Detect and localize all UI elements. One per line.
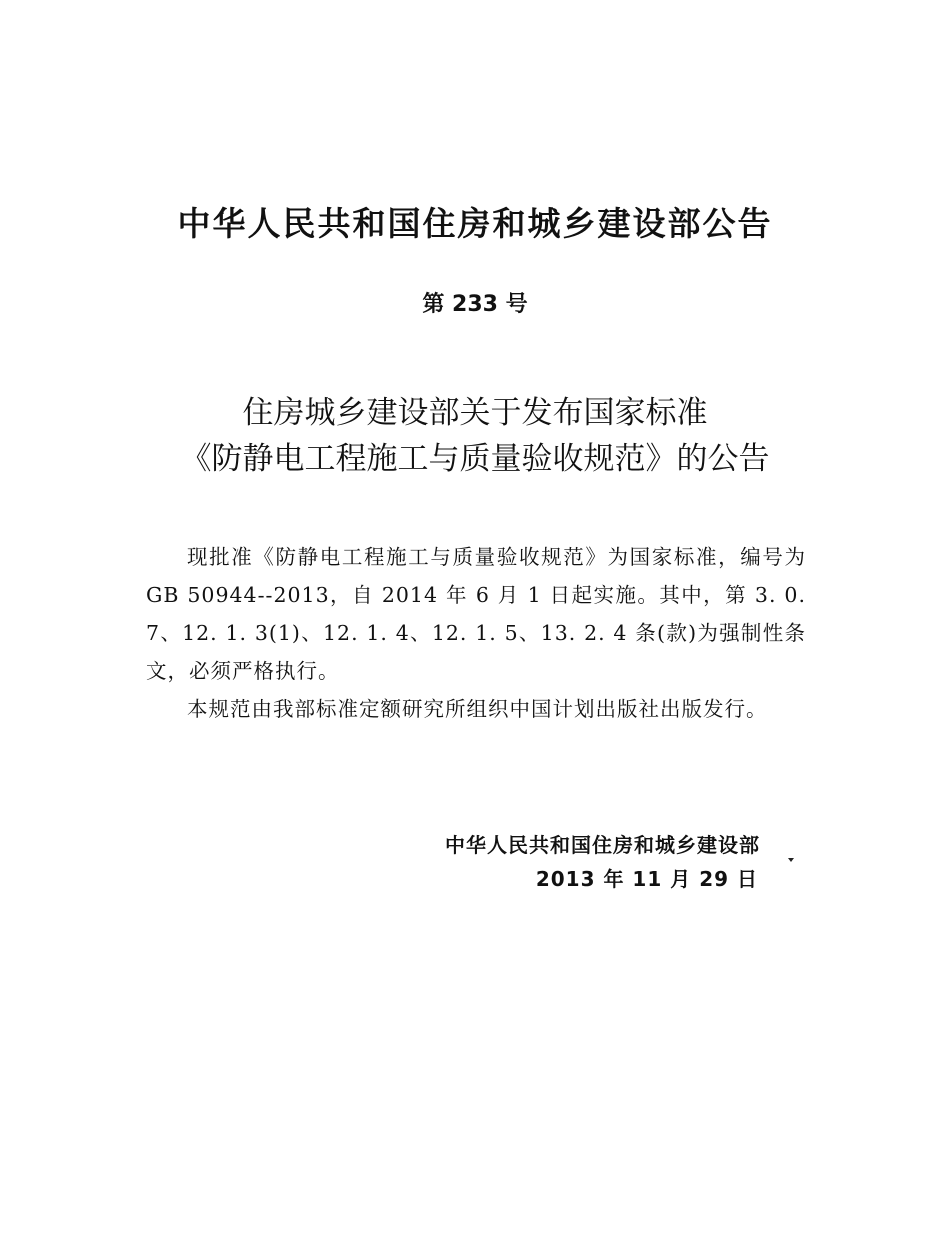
scan-mark (788, 858, 794, 862)
signature-organization: 中华人民共和国住房和城乡建设部 (445, 833, 760, 857)
subject-line-2: 《防静电工程施工与质量验收规范》的公告 (180, 441, 770, 477)
issue-number: 第 233 号 (422, 292, 528, 317)
signature-date: 2013 年 11 月 29 日 (535, 867, 758, 891)
body-paragraph-1: 现批准《防静电工程施工与质量验收规范》为国家标准，编号为 GB 50944--2013，自 2014 年 6 月 1 日起实施。其中，第 3. 0. 7、12. 1. 3(1)、12. 1. 4、12. 1. 5、13. 2. 4 条(款)为强制性条文，必须严格执行。 (146, 545, 806, 683)
announcement-subject (0, 390, 950, 482)
subject-line-1: 住房城乡建设部关于发布国家标准 (242, 395, 708, 431)
announcement-body (146, 538, 806, 728)
signature-block (0, 828, 760, 896)
body-paragraph-2: 本规范由我部标准定额研究所组织中国计划出版社出版发行。 (187, 697, 768, 721)
agency-title: 中华人民共和国住房和城乡建设部公告 (177, 204, 773, 243)
